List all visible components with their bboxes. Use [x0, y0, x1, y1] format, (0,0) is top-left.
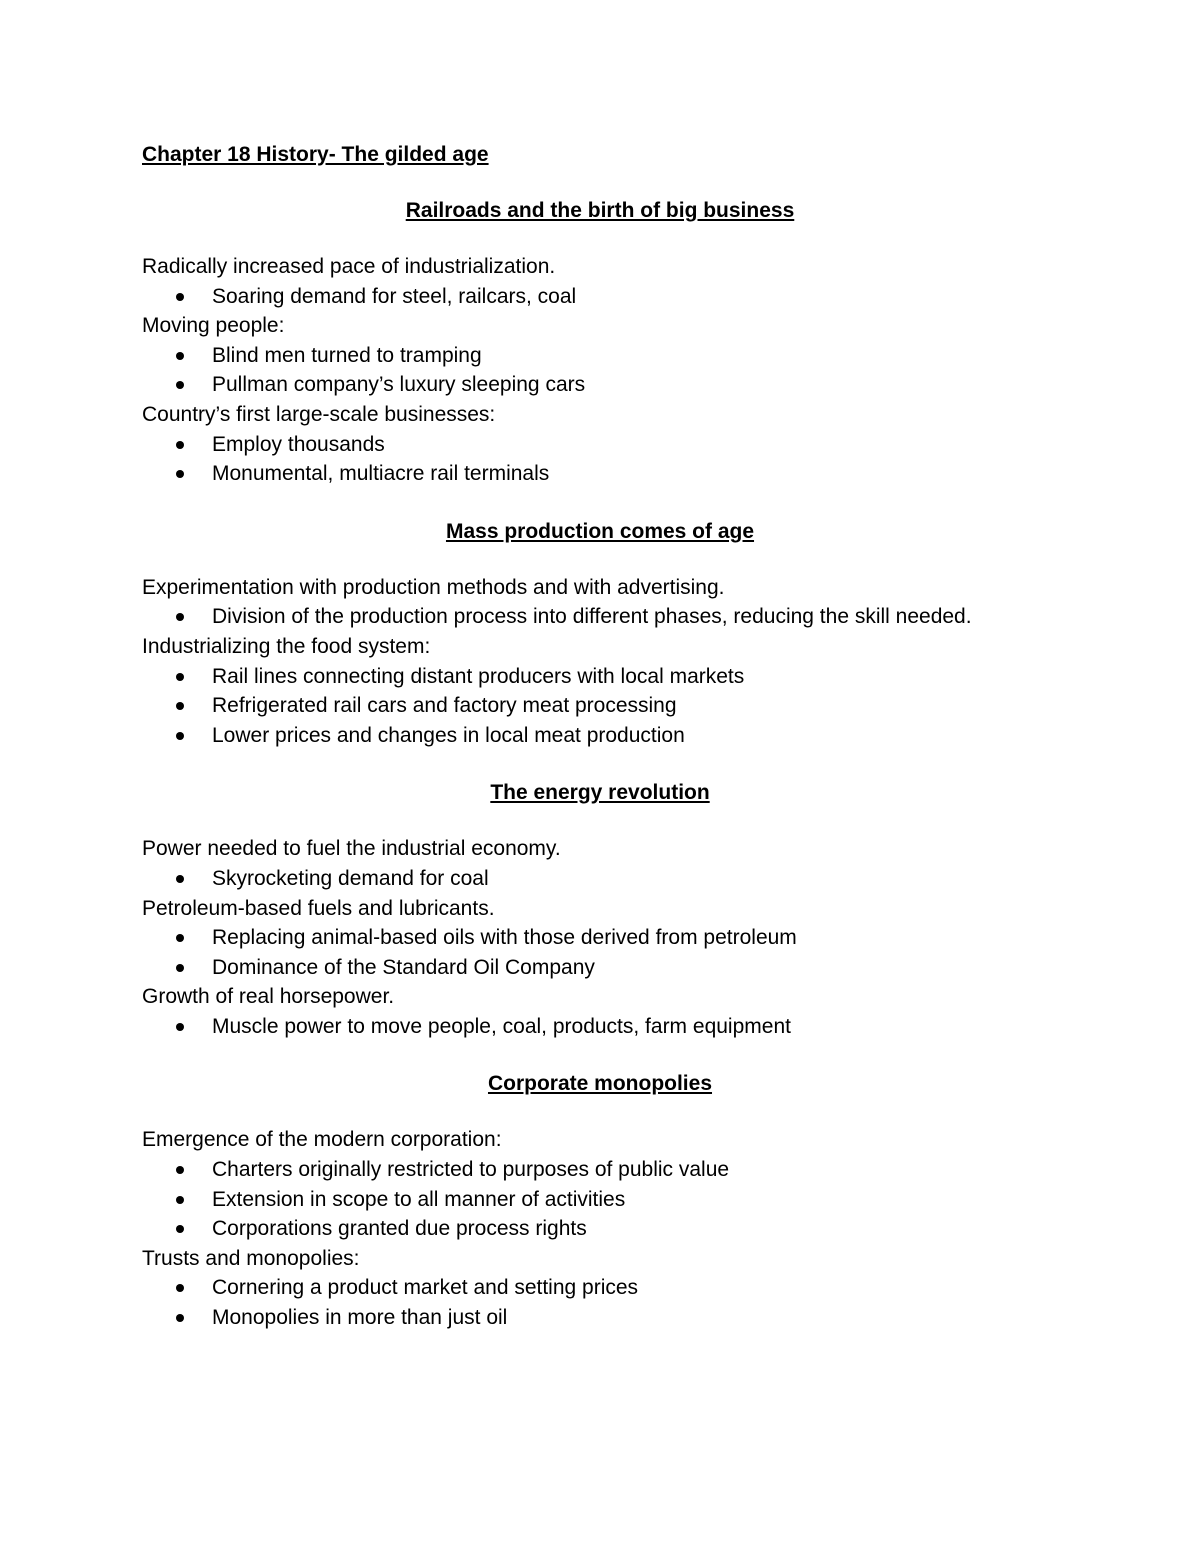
list-item: [142, 459, 1058, 489]
list-item: [142, 430, 1058, 460]
bullet-list: [142, 1273, 1058, 1332]
document-page: [142, 140, 1058, 1333]
bullet-list: [142, 341, 1058, 400]
list-item-text: Soaring demand for steel, railcars, coal: [212, 284, 577, 308]
bullet-list: [142, 430, 1058, 489]
list-item-text: Corporations granted due process rights: [212, 1217, 587, 1241]
list-item: [142, 1185, 1058, 1215]
list-item-text: Muscle power to move people, coal, products, farm equipment: [212, 1014, 791, 1038]
list-item-text: Cornering a product market and setting prices: [212, 1276, 639, 1300]
bullet-list: [142, 1012, 1058, 1042]
bullet-icon: [176, 934, 184, 942]
list-item-text: Lower prices and changes in local meat production: [212, 723, 685, 747]
group-label: Power needed to fuel the industrial economy.: [142, 837, 561, 861]
list-item-text: Dominance of the Standard Oil Company: [212, 955, 595, 979]
bullet-icon: [176, 352, 184, 360]
list-item-text: Replacing animal-based oils with those derived from petroleum: [212, 926, 797, 950]
bullet-icon: [176, 1166, 184, 1174]
list-item: [142, 923, 1058, 953]
list-item-text: Monopolies in more than just oil: [212, 1306, 508, 1330]
section-heading: Mass production comes of age: [445, 519, 755, 543]
list-item: [142, 1214, 1058, 1244]
section-heading: Corporate monopolies: [487, 1072, 713, 1096]
group-label: Moving people:: [142, 314, 285, 338]
bullet-icon: [176, 673, 184, 681]
bullet-icon: [176, 964, 184, 972]
list-item-text: Employ thousands: [212, 432, 385, 456]
bullet-icon: [176, 1314, 184, 1322]
bullet-list: [142, 1155, 1058, 1244]
group-label: Radically increased pace of industrialization.: [142, 255, 556, 278]
bullet-icon: [176, 1225, 184, 1233]
bullet-list: [142, 282, 1058, 312]
bullet-icon: [176, 1023, 184, 1031]
list-item: [142, 282, 1058, 312]
list-item: [142, 1273, 1058, 1303]
section-heading: Railroads and the birth of big business: [405, 199, 795, 222]
bullet-icon: [176, 875, 184, 883]
bullet-list: [142, 864, 1058, 894]
list-item-text: Rail lines connecting distant producers with local markets: [212, 664, 745, 688]
section-corporate-monopolies: [142, 1069, 1058, 1332]
group-label: Experimentation with production methods and with advertising.: [142, 575, 725, 599]
list-item: [142, 953, 1058, 983]
bullet-icon: [176, 293, 184, 301]
group-label: Country’s first large-scale businesses:: [142, 402, 496, 426]
section-railroads: [142, 196, 1058, 489]
bullet-icon: [176, 381, 184, 389]
list-item: [142, 691, 1058, 721]
section-mass-production: [142, 517, 1058, 751]
bullet-list: [142, 923, 1058, 982]
list-item: [142, 864, 1058, 894]
list-item-text: Charters originally restricted to purposes of public value: [212, 1158, 730, 1182]
bullet-icon: [176, 732, 184, 740]
list-item: [142, 1303, 1058, 1333]
group-label: Growth of real horsepower.: [142, 985, 395, 1009]
bullet-icon: [176, 613, 184, 621]
bullet-icon: [176, 702, 184, 710]
list-item: [142, 662, 1058, 692]
bullet-icon: [176, 470, 184, 478]
bullet-list: [142, 602, 1058, 632]
list-item-text: Pullman company’s luxury sleeping cars: [212, 373, 586, 397]
list-item-text: Extension in scope to all manner of activities: [212, 1187, 626, 1211]
bullet-list: [142, 662, 1058, 751]
section-heading: The energy revolution: [490, 781, 710, 805]
list-item: [142, 341, 1058, 371]
section-energy-revolution: [142, 778, 1058, 1041]
list-item: [142, 1012, 1058, 1042]
group-label: Petroleum-based fuels and lubricants.: [142, 896, 495, 920]
bullet-icon: [176, 1196, 184, 1204]
list-item-text: Monumental, multiacre rail terminals: [212, 462, 550, 486]
document-title: Chapter 18 History- The gilded age: [142, 143, 489, 166]
bullet-icon: [176, 441, 184, 449]
list-item: [142, 602, 1058, 632]
list-item: [142, 721, 1058, 751]
list-item-text: Blind men turned to tramping: [212, 343, 482, 367]
list-item: [142, 370, 1058, 400]
bullet-icon: [176, 1284, 184, 1292]
list-item-text: Refrigerated rail cars and factory meat processing: [212, 694, 677, 718]
group-label: Emergence of the modern corporation:: [142, 1128, 502, 1152]
group-label: Industrializing the food system:: [142, 634, 431, 658]
list-item: [142, 1155, 1058, 1185]
list-item-text: Skyrocketing demand for coal: [212, 866, 489, 890]
group-label: Trusts and monopolies:: [142, 1246, 360, 1270]
list-item-text: Division of the production process into different phases, reducing the skill needed.: [212, 605, 972, 629]
